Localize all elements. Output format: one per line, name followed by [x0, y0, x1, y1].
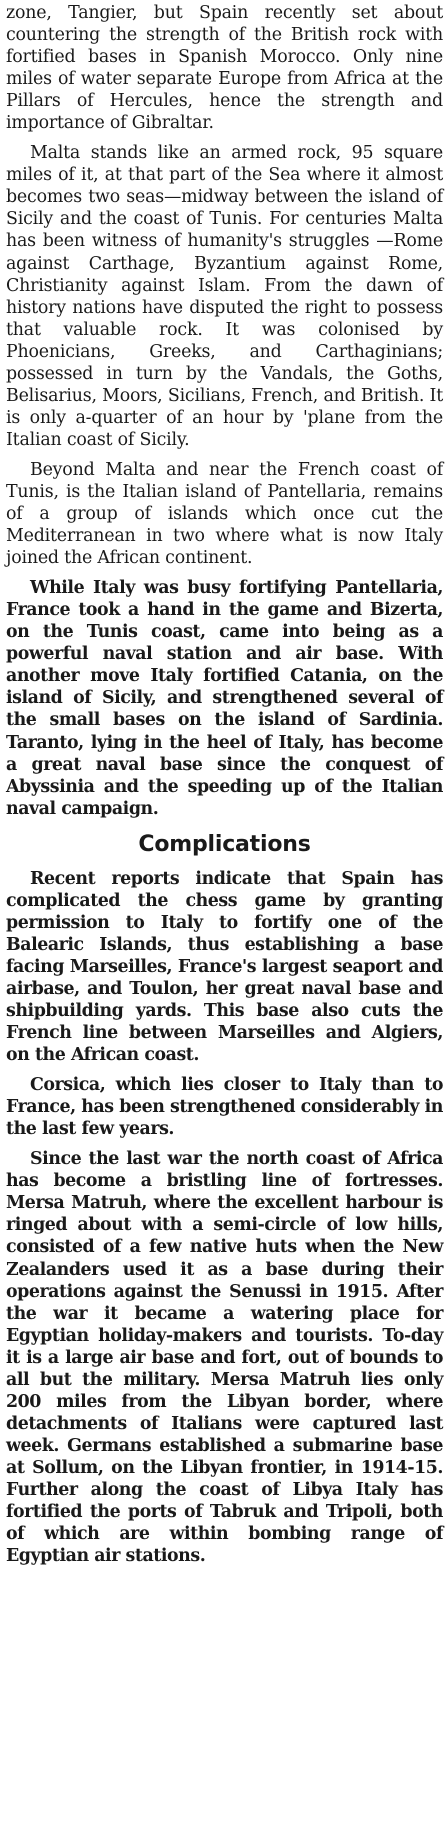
paragraph-north-africa: Since the last war the north coast of Africa has become a bristling line of fortresses. Mersa Matruh, where the excellent harbour is ringed about with a semi-circle of low hills, consisted of a few native huts when the New Zealanders used it as a base during their operations against the Senussi in 1915. After the war it became a watering place for Egyptian holiday-makers and tourists. To-day it is a large air base and fort, out of bounds to all but the military. Mersa Matruh lies only 200 miles from the Libyan border, where detachments of Italians were captured last week. Germans established a submarine base at Sollum, on the Libyan frontier, in 1914-15. Further along the coast of Libya Italy has fortified the ports of Tabruk and Tripoli, both of which are within bombing range of Egyptian air stations.: [6, 1149, 443, 1567]
article-page: [6, 2, 443, 1575]
section-heading: Complications: [138, 831, 311, 857]
paragraph-balearic-islands: Recent reports indicate that Spain has complicated the chess game by granting permission to Italy to fortify one of the Balearic Islands, thus establishing a base facing Marseilles, France's largest seaport and airbase, and Toulon, her great naval base and shipbuilding yards. This base also cuts the French line between Marseilles and Algiers, on the African coast.: [6, 868, 443, 1066]
paragraph-corsica: Corsica, which lies closer to Italy than to France, has been strengthened considerably in the last few years.: [6, 1075, 443, 1140]
paragraph-pantellaria: Beyond Malta and near the French coast of Tunis, is the Italian island of Pantellaria, remains of a group of islands which once cut the Mediterranean in two where what is now Italy joined the African continent.: [6, 459, 443, 569]
paragraph-malta: Malta stands like an armed rock, 95 square miles of it, at that part of the Sea where it almost becomes two seas—midway between the island of Sicily and the coast of Tunis. For centuries Malta has been witness of humanity's struggles —Rome against Carthage, Byzantium against Rome, Christianity against Islam. From the dawn of history nations have disputed the right to possess that valuable rock. It was colonised by Phoenicians, Greeks, and Carthaginians; possessed in turn by the Vandals, the Goths, Belisarius, Moors, Sicilians, French, and British. It is only a-quarter of an hour by 'plane from the Italian coast of Sicily.: [6, 143, 443, 450]
paragraph-gibraltar: zone, Tangier, but Spain recently set about countering the strength of the British rock with fortified bases in Spanish Morocco. Only nine miles of water separate Europe from Africa at the Pillars of Hercules, hence the strength and importance of Gibraltar.: [6, 3, 443, 134]
paragraph-italy-fortifications: While Italy was busy fortifying Pantellaria, France took a hand in the game and Bizerta, on the Tunis coast, came into being as a powerful naval station and air base. With another move Italy fortified Catania, on the island of Sicily, and strengthened several of the small bases on the island of Sardinia. Taranto, lying in the heel of Italy, has become a great naval base since the conquest of Abyssinia and the speeding up of the Italian naval campaign.: [6, 578, 443, 819]
